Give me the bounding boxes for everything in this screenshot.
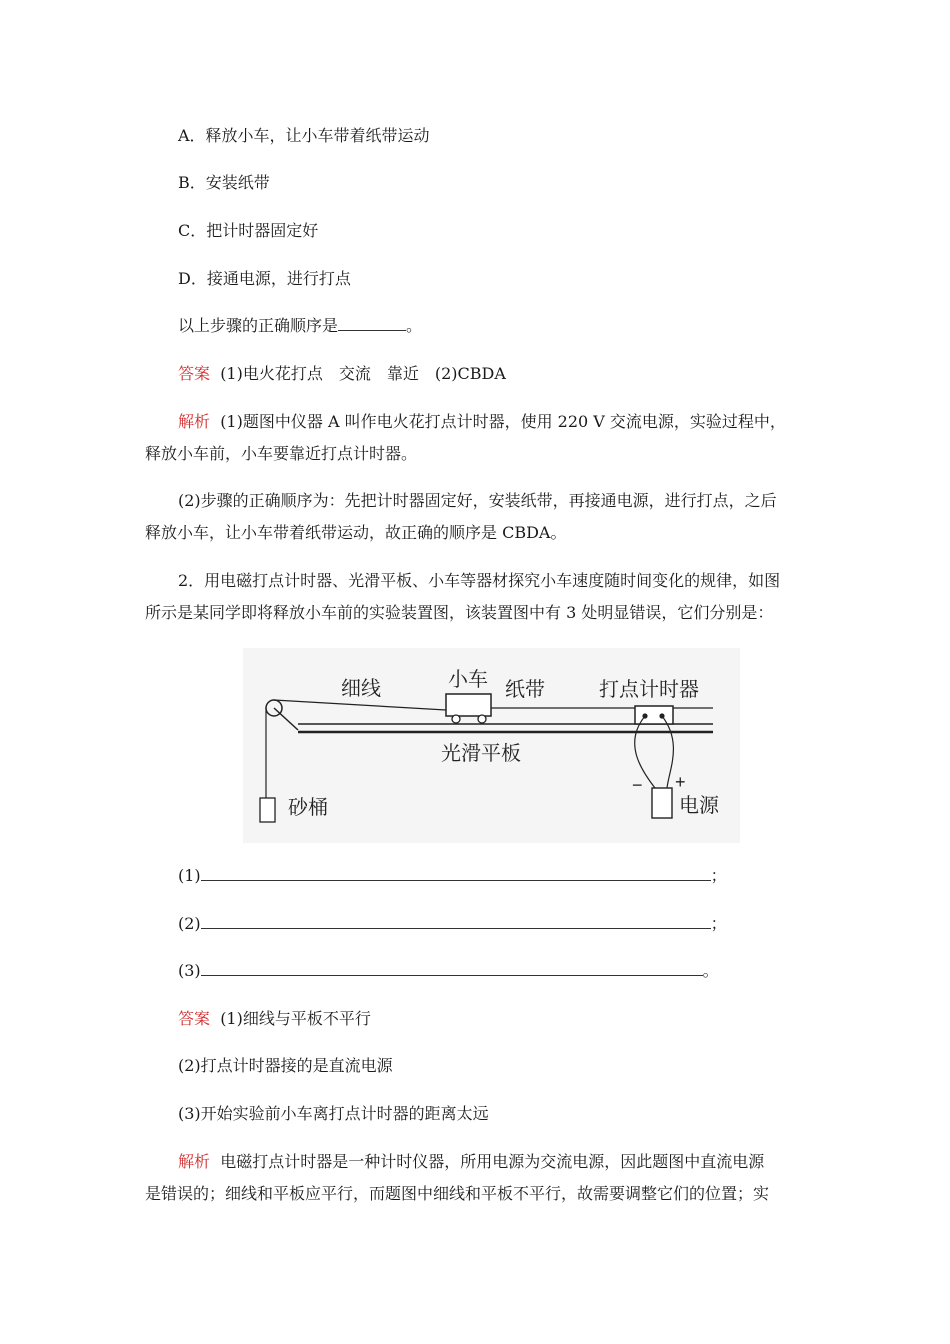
option-d: D．接通电源，进行打点	[178, 269, 351, 288]
label-timer: 打点计时器	[599, 679, 699, 701]
analysis-label-2: 解析	[178, 1152, 211, 1171]
q2-answer-2: (2)打点计时器接的是直流电源	[178, 1056, 393, 1075]
q2-analysis-b: 是错误的；细线和平板应平行，而题图中细线和平板不平行，故需要调整它们的位置；实	[145, 1184, 770, 1203]
blank-field-1	[201, 866, 711, 881]
q2-analysis-a: 电磁打点计时器是一种计时仪器，所用电源为交流电源，因此题图中直流电源	[220, 1152, 765, 1171]
option-c: C．把计时器固定好	[178, 221, 319, 240]
label-thread: 细线	[341, 678, 381, 700]
q1-prompt-end: 。	[406, 316, 423, 335]
label-cart: 小车	[448, 669, 488, 691]
q1-analysis-1a: (1)题图中仪器 A 叫作电火花打点计时器，使用 220 V 交流电源，实验过程中，	[220, 412, 786, 431]
sand-bucket	[260, 798, 275, 822]
q1-answer-line	[178, 363, 506, 385]
label-minus: −	[632, 775, 643, 795]
blank-end-3: 。	[702, 961, 719, 980]
option-b: B．安装纸带	[178, 173, 270, 192]
q2-answer-3: (3)开始实验前小车离打点计时器的距离太远	[178, 1104, 489, 1123]
q2-analysis-line-1	[178, 1151, 764, 1173]
q2-stem-a: 2．用电磁打点计时器、光滑平板、小车等器材探究小车速度随时间变化的规律，如图	[178, 571, 781, 590]
q1-analysis-1b: 释放小车前，小车要靠近打点计时器。	[145, 444, 418, 463]
blank-field-3	[201, 961, 703, 976]
label-power: 电源	[679, 795, 719, 817]
q1-analysis-line-1	[178, 411, 786, 433]
cart-wheel-front	[478, 715, 486, 723]
apparatus-figure	[243, 648, 740, 843]
q1-answer-text: (1)电火花打点 交流 靠近 (2)CBDA	[220, 364, 506, 383]
q1-analysis-2b: 释放小车，让小车带着纸带运动，故正确的顺序是 CBDA。	[145, 523, 567, 542]
blank-number-2: (2)	[178, 914, 201, 933]
option-a: A．释放小车，让小车带着纸带运动	[178, 126, 430, 145]
q2-answer-line-1	[178, 1008, 371, 1030]
label-bucket: 砂桶	[288, 797, 328, 819]
q1-analysis-2a: (2)步骤的正确顺序为：先把计时器固定好，安装纸带，再接通电源，进行打点，之后	[178, 491, 777, 510]
power-source	[652, 788, 672, 818]
blank-end-1: ；	[710, 866, 727, 885]
cart-wheel-rear	[452, 715, 460, 723]
label-board: 光滑平板	[441, 743, 521, 765]
cart	[446, 694, 491, 716]
q1-prompt-line	[178, 315, 422, 337]
answer-label: 答案	[178, 364, 211, 383]
blank-line-1	[178, 865, 727, 887]
blank-line-3	[178, 960, 719, 982]
label-tape: 纸带	[505, 679, 545, 701]
q1-answer-blank	[338, 316, 406, 331]
blank-field-2	[201, 914, 711, 929]
q1-prompt: 以上步骤的正确顺序是	[178, 316, 339, 335]
analysis-label: 解析	[178, 412, 211, 431]
blank-number-3: (3)	[178, 961, 201, 980]
label-plus: +	[675, 772, 686, 792]
blank-number-1: (1)	[178, 866, 201, 885]
q2-stem-b: 所示是某同学即将释放小车前的实验装置图，该装置图中有 3 处明显错误，它们分别是：	[145, 603, 774, 622]
blank-end-2: ；	[710, 914, 727, 933]
blank-line-2	[178, 913, 727, 935]
answer-label-2: 答案	[178, 1009, 211, 1028]
q2-answer-1: (1)细线与平板不平行	[220, 1009, 371, 1028]
